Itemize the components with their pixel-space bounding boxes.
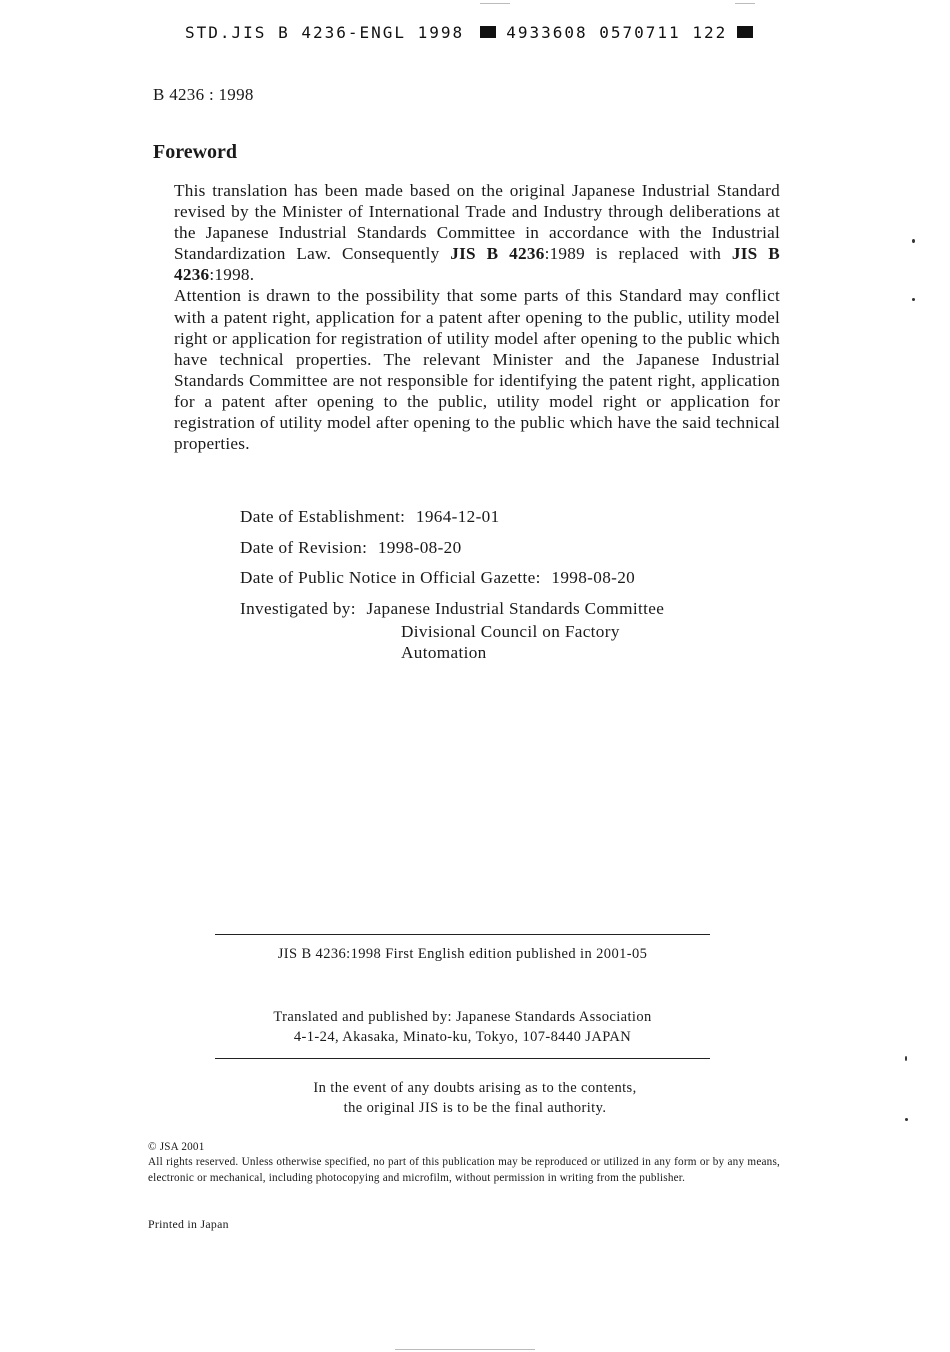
date-label: Date of Establishment: [240, 507, 406, 526]
standard-reference: JIS B 4236 [174, 244, 780, 285]
scan-speck [912, 239, 915, 243]
date-revision [240, 536, 664, 567]
scan-speck [905, 1118, 908, 1121]
date-public-notice [240, 566, 664, 597]
date-label: Investigated by: [240, 598, 356, 618]
date-label: Date of Public Notice in Official Gazette: [240, 568, 541, 587]
scan-speck [912, 298, 915, 301]
scan-edge-mark [735, 3, 755, 4]
scan-header-middle: 4933608 0570711 122 [506, 22, 728, 42]
date-value: 1998-08-20 [551, 568, 636, 587]
authority-line: the original JIS is to be the final authority. [343, 1100, 607, 1116]
scan-header-left: STD.JIS B 4236-ENGL 1998 [185, 22, 465, 42]
redaction-block [480, 26, 496, 38]
foreword-body [174, 180, 780, 454]
edition-note: JIS B 4236:1998 First English edition published in 2001-05 [277, 946, 648, 962]
publisher-block [205, 1007, 720, 1047]
scan-speck [905, 1056, 907, 1061]
date-label: Date of Revision: [240, 537, 368, 557]
council-line: Automation [401, 643, 487, 662]
foreword-paragraph-1 [174, 180, 780, 285]
printed-in: Printed in Japan [148, 1217, 229, 1231]
scan-edge-mark [395, 1349, 535, 1350]
authority-note [215, 1078, 735, 1118]
paragraph-text: :1998. [209, 265, 255, 285]
copyright-block [148, 1140, 780, 1186]
date-establishment [240, 505, 664, 536]
date-value: 1998-08-20 [377, 537, 462, 557]
paragraph-text: :1989 is replaced with [544, 244, 732, 264]
date-value: 1964-12-01 [415, 507, 500, 526]
foreword-paragraph-2: Attention is drawn to the possibility that some parts of this Standard may conflict with a patent right, application for a patent after opening to the public, utility model right or application for registration of utility model after opening to the public which have technical properties. The relevant Minister and the Japanese Industrial Standards Committee are not responsible for identifying the patent right, application for a patent after opening to the public, utility model right or application for registration of utility model after opening to the public which have the said technical properties. [174, 286, 780, 454]
page-title: Foreword [153, 141, 238, 163]
authority-line: In the event of any doubts arising as to the contents, [313, 1080, 637, 1096]
investigator-name: Japanese Industrial Standards Committee [366, 598, 665, 618]
paragraph-text: This translation has been made based on the original Japanese Industrial Standard revised by the Minister of International Trade and Industry through deliberations at the Japanese Industrial Standards Committee in accordance with the Industrial Standardization Law. Consequently [174, 181, 780, 264]
dates-block [240, 505, 664, 663]
scan-edge-mark [480, 3, 510, 4]
divisional-council [240, 621, 664, 663]
council-line: Divisional Council on Factory [401, 622, 620, 641]
copyright-line: © JSA 2001 [148, 1141, 205, 1153]
scan-header [185, 20, 785, 44]
publisher-line: Translated and published by: Japanese Standards Association [273, 1009, 652, 1025]
publisher-address: 4-1-24, Akasaka, Minato-ku, Tokyo, 107-8440 JAPAN [293, 1029, 632, 1045]
standard-reference: JIS B 4236 [450, 244, 545, 264]
divider [215, 1058, 710, 1059]
divider [215, 934, 710, 935]
document-number: B 4236 : 1998 [153, 85, 254, 104]
redaction-block [737, 26, 753, 38]
rights-statement: All rights reserved. Unless otherwise specified, no part of this publication may be reproduced or utilized in any form or by any means, electronic or mechanical, including photocopying and microfilm, without permission in writing from the publisher. [148, 1156, 780, 1184]
